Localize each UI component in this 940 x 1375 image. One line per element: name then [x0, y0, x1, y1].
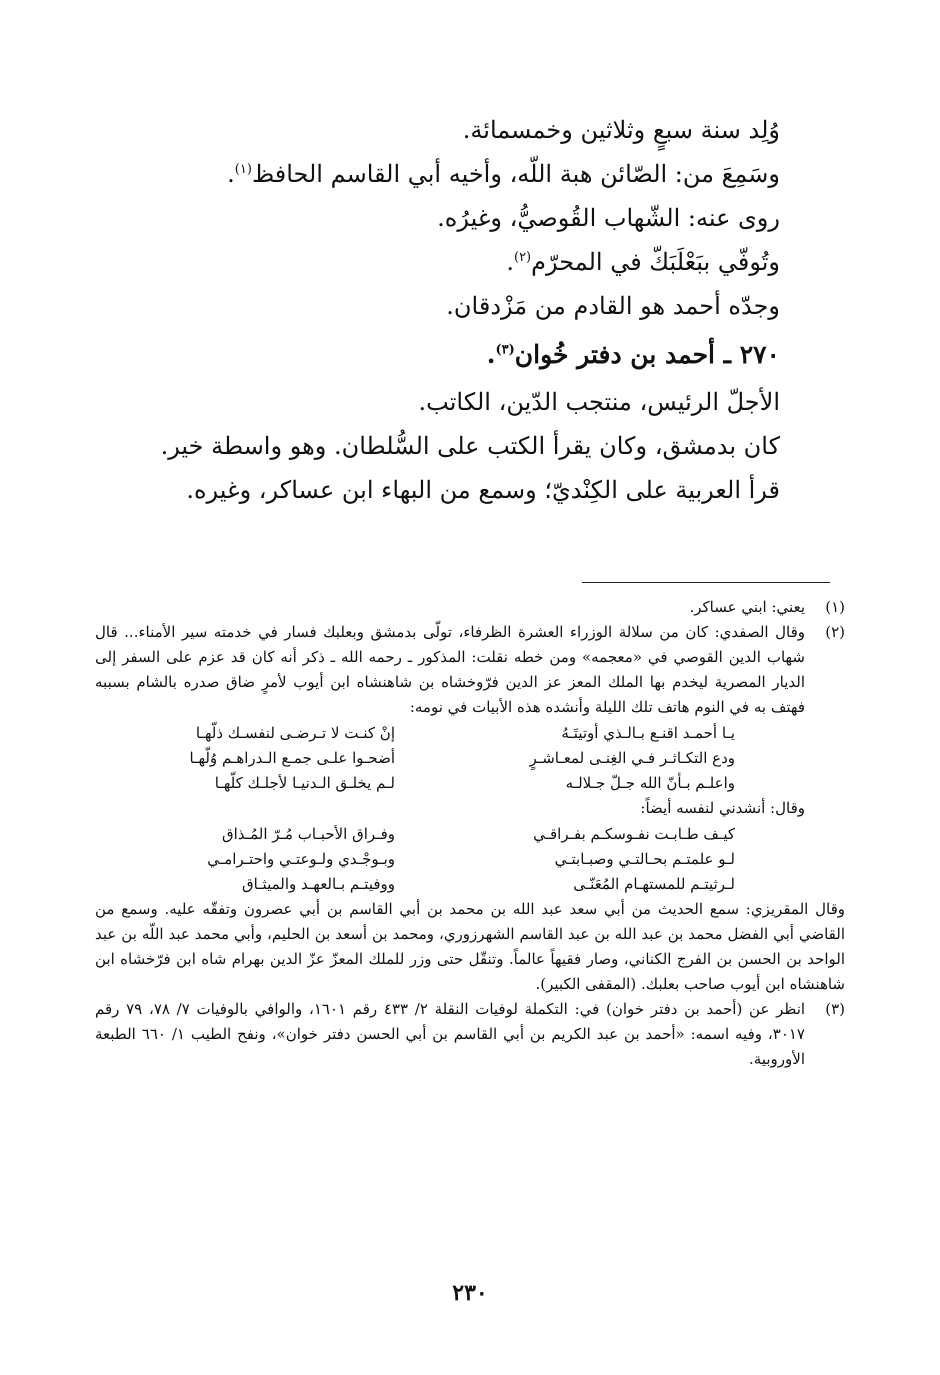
poem: [95, 822, 735, 897]
text-line: وُلِد سنة سبعٍ وثلاثين وخمسمائة.: [462, 116, 780, 144]
footnote-divider: [582, 582, 830, 583]
footnote-text: انظر عن (أحمد بن دفتر خوان) في: التكملة لوفيات النقلة ٢/ ٤٣٣ رقم ١٦٠١، والوافي بالوفيات ٧/ ٧٨، ٧٩ رقم ٣٠١٧، وفيه اسمه: «أحمد بن عبد الكريم بن أبي القاسم بن أبي الحسن دفتر خوان»، ونفح الطيب ١/ ٦٦٠ الطبعة الأوروبية.: [95, 1000, 806, 1068]
footnote-number: (٢): [825, 623, 845, 641]
verse-first-hemistich: لـرثيتـم للمستهـام المُعَنّـى: [573, 875, 735, 893]
text-line: قرأ العربية على الكِنْديّ؛ وسمع من البهاء ابن عساكر، وغيره.: [186, 476, 780, 504]
entry-heading: ٢٧٠ ـ أحمد بن دفتر خُوان$^{(٣)}$.: [486, 340, 780, 369]
footnote-text: وقال المقريزي: سمع الحديث من أبي سعد عبد الله بن محمد بن أبي القاسم بن أبي عصرون وتفقّه عليه. وسمع من القاضي أبي الفضل محمد بن عبد الله بن عبد القاسم الشهرزوري، ومحمد بن أسعد بن الحليم، وأبي محمد عبد اللّه بن عبد الواحد بن الحسن بن الفرج الكناني، وصار فقيهاً عالماً. وتنقّل حتى وزر للملك المعزّ عزّ الدين بهرام شاه ابن فرّخشاه ابن شاهنشاه ابن أيوب صاحب بعلبك. (المقفى الكبير).: [95, 900, 845, 993]
text-line: وسَمِعَ من: الصّائن هبة اللّه، وأخيه أبي القاسم الحافظ$^{(١)}$.: [227, 160, 780, 188]
verse-first-hemistich: واعلـم بـأنّ الله جـلّ جـلالـه: [565, 774, 735, 792]
footnotes: [95, 595, 845, 1072]
footnote-text: وقال الصفدي: كان من سلالة الوزراء العشرة الظرفاء، تولّى بدمشق وبعلبك فسار في خدمته سير الأمناء... قال شهاب الدين القوصي في «معجمه» ومن خطه نقلت: المذكور ـ رحمه الله ـ ذكر أنه كان قد عزم على السفر إلى الديار المصرية ليخدم بها الملك المعز عز الدين فرّوخشاه بن شاهنشاه ابن أيوب لأمرٍ ضاق صدره بالشام بسببه فهتف به في النوم هاتف تلك الليلة وأنشده هذه الأبيات في نومه:: [95, 623, 805, 716]
verse-second-hemistich: لـم يخلـق الـدنيـا لأجلـك كلّهـا: [214, 774, 395, 792]
verse-first-hemistich: كيـف طـابـت نفـوسكـم بفـراقـي: [533, 825, 735, 843]
footnote-2: [95, 620, 845, 897]
main-text: [140, 108, 780, 512]
verse-first-hemistich: ودع التكـاثـر فـي الغِنـى لمعـاشـرٍ: [529, 749, 735, 767]
footnote-ref[interactable]: (١): [234, 162, 252, 177]
verse-row: [95, 847, 735, 872]
text-line: وجدّه أحمد هو القادم من مَزْدقان.: [446, 292, 780, 320]
verse-row: [95, 822, 735, 847]
text-line: روى عنه: الشّهاب القُوصيُّ، وغيرُه.: [437, 204, 780, 232]
text-line: وتُوفّي ببَعْلَبَكّ في المحرّم$^{(٢)}$.: [506, 248, 780, 276]
verse-row: [95, 721, 735, 746]
text-line: كان بدمشق، وكان يقرأ الكتب على السُّلطان. وهو واسطة خير.: [160, 432, 780, 460]
verse-row: [95, 872, 735, 897]
footnote-text: وقال: أنشدني لنفسه أيضاً:: [640, 799, 805, 817]
verse-second-hemistich: ووفيتـم بـالعهـد والميثـاق: [241, 875, 395, 893]
footnote-ref[interactable]: (٢): [513, 250, 532, 265]
text-line: الأجلّ الرئيس، منتجب الدّين، الكاتب.: [418, 388, 780, 416]
verse-first-hemistich: لـو علمتـم بحـالتـي وصبـابتـي: [554, 850, 735, 868]
page-number: ٢٣٠: [452, 1280, 488, 1306]
verse-first-hemistich: يـا أحمـد اقنـع بـالـذي أوتيتَـهُ: [561, 724, 735, 742]
footnote-ref[interactable]: (٣): [495, 342, 515, 358]
footnote-number: (١): [825, 598, 845, 616]
verse-second-hemistich: أضحـوا علـى جمـع الـدراهـم وُلّهـا: [189, 749, 395, 767]
verse-second-hemistich: وفـراق الأحبـاب مُـرّ المُـذاق: [222, 825, 395, 843]
footnote-1: [95, 595, 845, 620]
footnote-2-continued: [95, 897, 845, 997]
verse-row: [95, 771, 735, 796]
footnote-3: [95, 997, 845, 1072]
verse-second-hemistich: وبـوجْـدي ولـوعتـي واحتـرامـي: [207, 850, 395, 868]
footnote-text: يعني: ابني عساكر.: [689, 598, 805, 616]
footnote-number: (٣): [825, 1000, 845, 1018]
poem: [95, 721, 735, 796]
verse-row: [95, 746, 735, 771]
verse-second-hemistich: إنْ كنـت لا تـرضـى لنفسـك ذلّهـا: [195, 724, 395, 742]
